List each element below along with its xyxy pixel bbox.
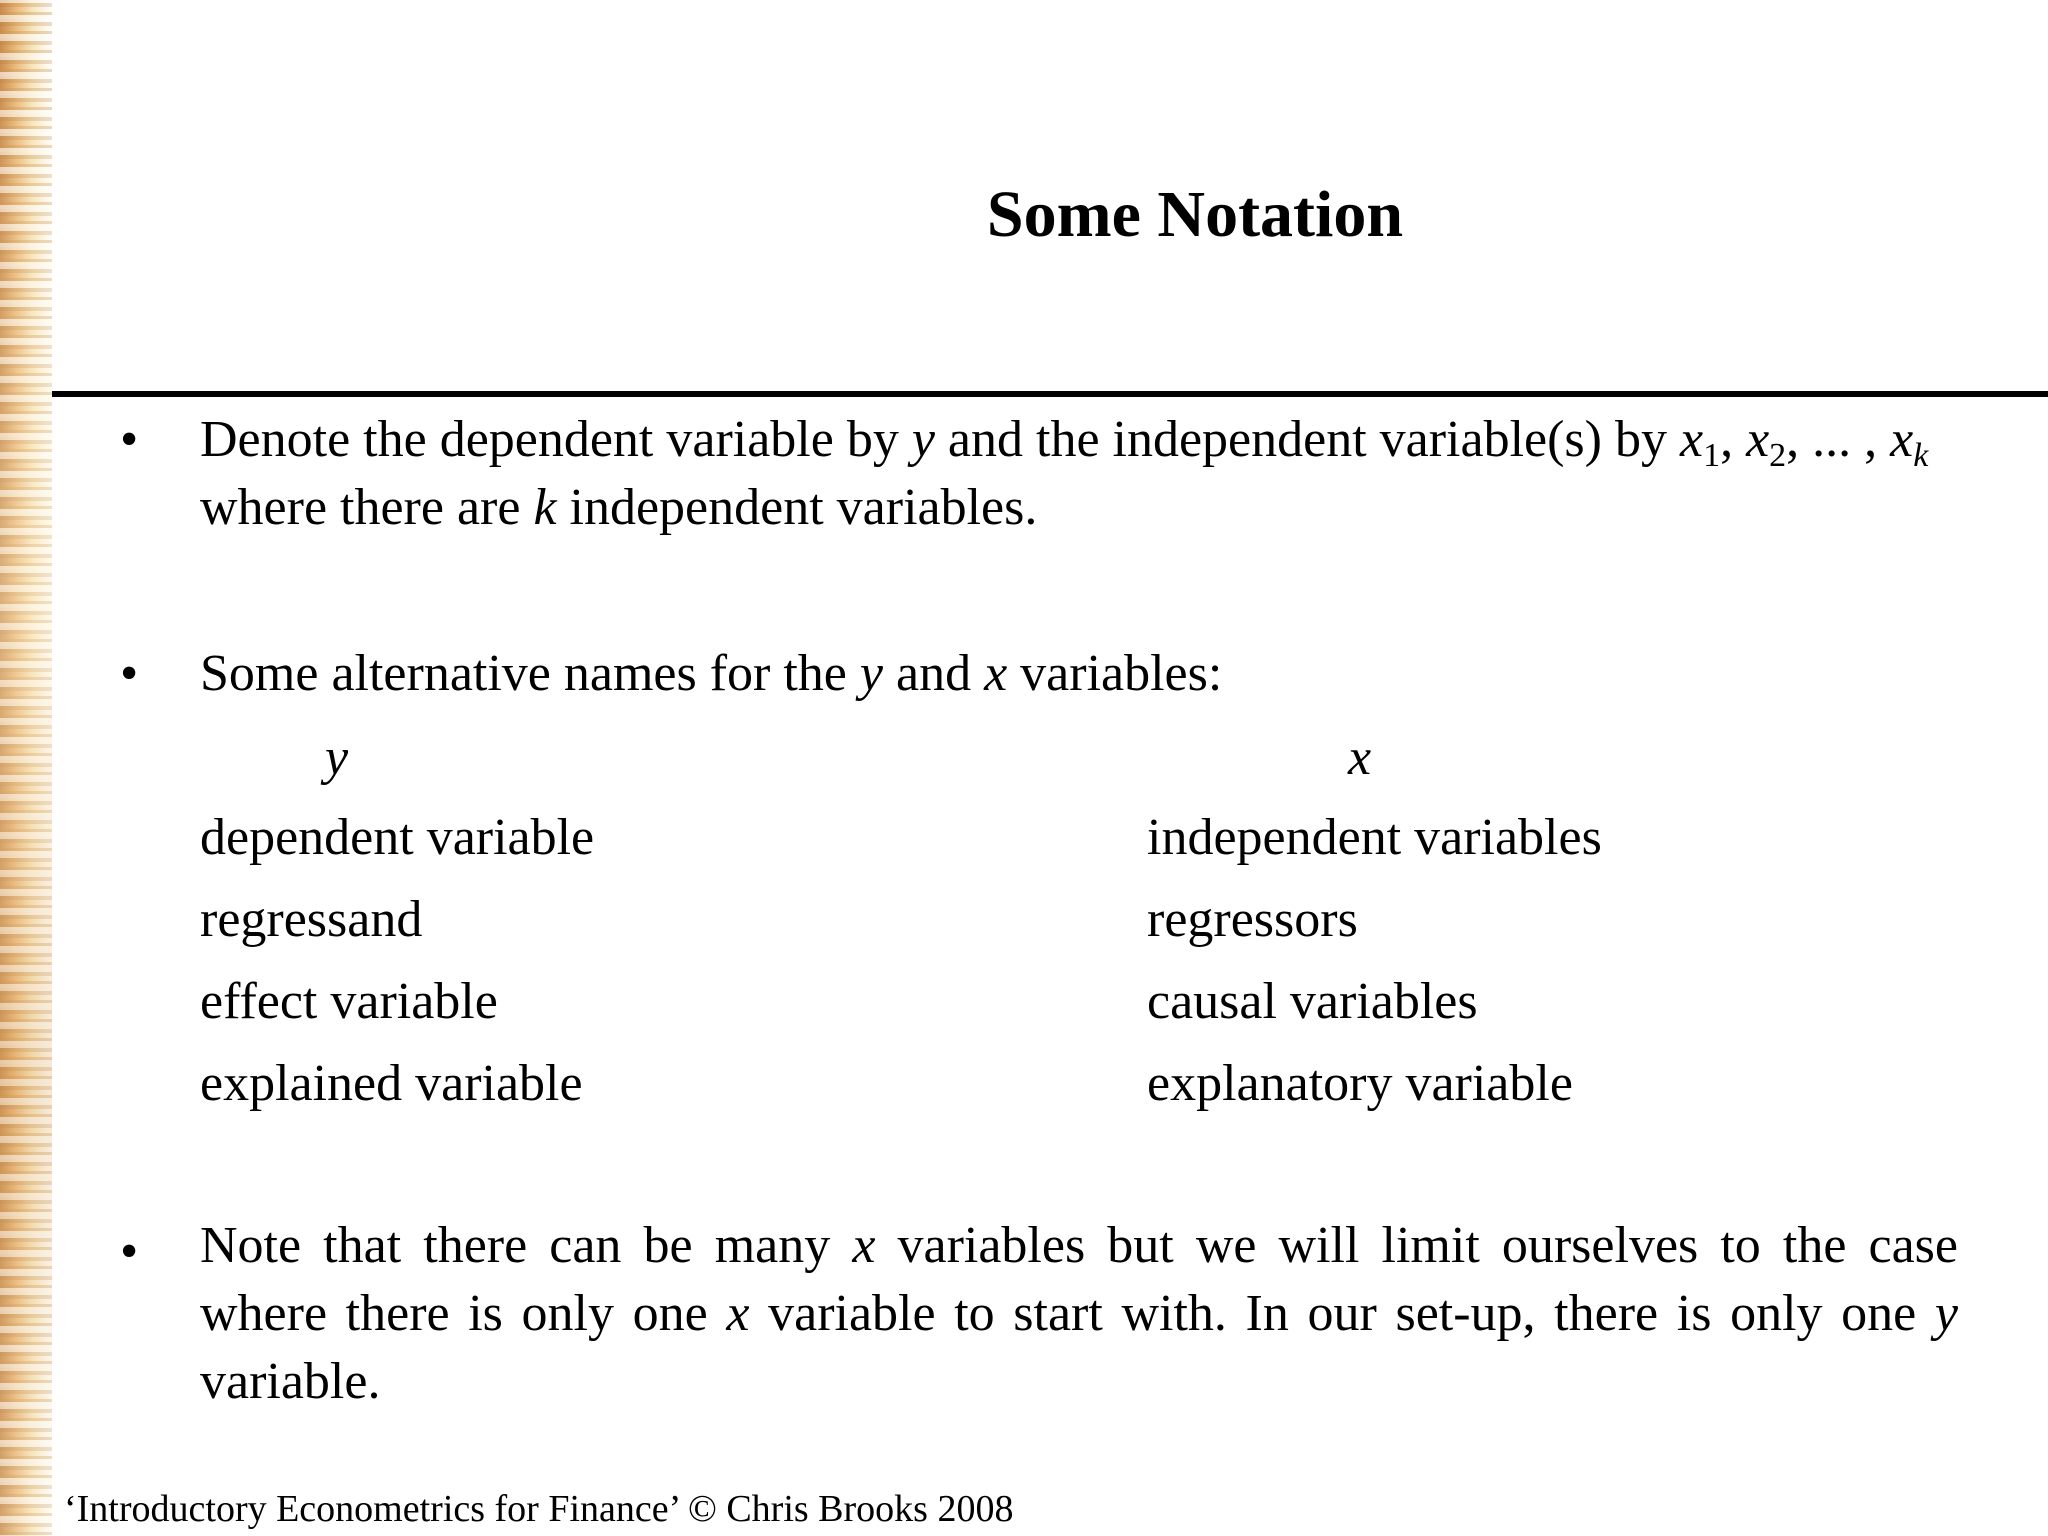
x-column-header: x: [1348, 729, 1372, 786]
title-divider: [52, 391, 2048, 397]
y-name-item: effect variable: [200, 973, 498, 1030]
bullet-marker: •: [120, 645, 139, 702]
decorative-side-strip: [0, 0, 52, 1536]
x-name-item: independent variables: [1147, 809, 1602, 866]
x-name-item: explanatory variable: [1147, 1055, 1573, 1112]
y-name-item: explained variable: [200, 1055, 583, 1112]
y-column-header: y: [325, 729, 349, 786]
footer-copyright: ‘Introductory Econometrics for Finance’ © Chris Brooks 2008: [64, 1488, 1014, 1530]
bullet-text-note: Note that there can be many x variables but we will limit ourselves to the case where there is only one x variable to start with. In our set-up, there is only one y variable.: [200, 1217, 1958, 1410]
bullet-marker: •: [120, 1223, 139, 1280]
bullet-text-alternative-names: Some alternative names for the y and x variables:: [200, 645, 1223, 702]
x-name-item: regressors: [1147, 891, 1358, 948]
slide-title: Some Notation: [986, 178, 1404, 251]
bullet-text-notation: Denote the dependent variable by y and the independent variable(s) by $x_1$, $x_2$, ... , $x_k$ where there are k independent variables.: [200, 411, 1929, 536]
x-name-item: causal variables: [1147, 973, 1478, 1030]
y-name-item: dependent variable: [200, 809, 595, 866]
y-name-item: regressand: [200, 891, 423, 948]
bullet-marker: •: [120, 411, 139, 468]
